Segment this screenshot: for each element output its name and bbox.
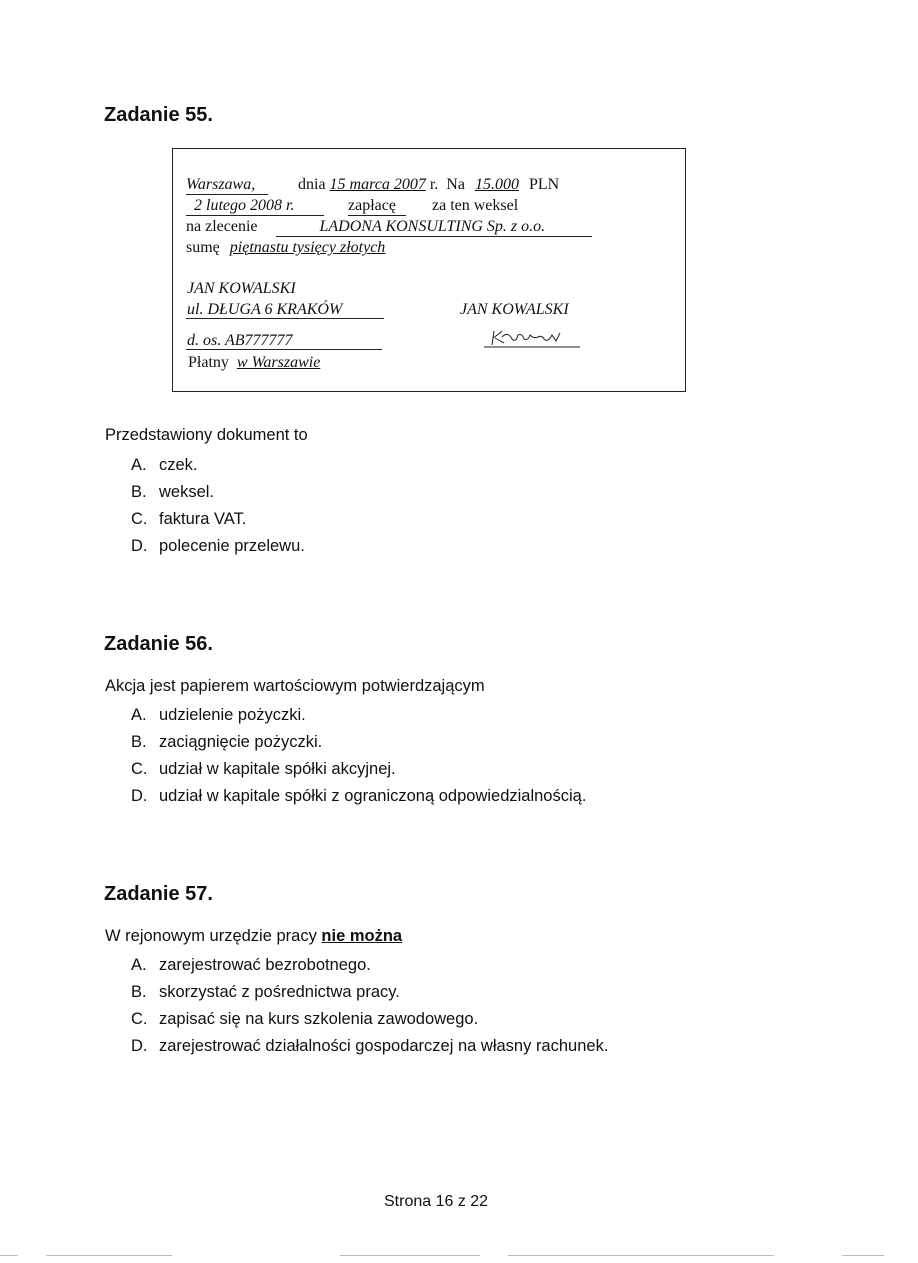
task-56-option-c[interactable]: C. udział w kapitale spółki akcyjnej. xyxy=(131,760,396,778)
weksel-sume-label: sumę xyxy=(186,239,220,256)
scan-artifact-line xyxy=(0,1255,18,1256)
weksel-currency: PLN xyxy=(528,176,560,193)
task-55-option-b[interactable]: B. weksel. xyxy=(131,483,215,501)
weksel-line-platny xyxy=(188,354,320,372)
weksel-drawer-name: JAN KOWALSKI xyxy=(187,280,296,297)
task-57-option-a[interactable]: A. zarejestrować bezrobotnego. xyxy=(131,956,371,974)
weksel-line-4 xyxy=(186,239,385,257)
task-56-option-a[interactable]: A. udzielenie pożyczki. xyxy=(131,706,306,724)
weksel-date: 15 marca 2007 xyxy=(329,176,426,193)
task-55-heading: Zadanie 55. xyxy=(104,104,213,126)
scan-artifact-line xyxy=(340,1255,480,1256)
task-55-option-d[interactable]: D. polecenie przelewu. xyxy=(131,537,305,555)
weksel-na-zlecenie-label: na zlecenie xyxy=(186,218,258,235)
weksel-id-rule xyxy=(186,349,382,350)
weksel-amount: 15.000 xyxy=(474,176,519,193)
weksel-payable-place: w Warszawie xyxy=(236,354,321,371)
page-number: Strona 16 z 22 xyxy=(384,1193,489,1210)
task-57-stem-emphasis: nie można xyxy=(321,927,403,945)
weksel-drawer-id: d. os. AB777777 xyxy=(187,332,293,349)
task-56-option-b[interactable]: B. zaciągnięcie pożyczki. xyxy=(131,733,323,751)
task-57-stem xyxy=(105,927,402,946)
scan-artifact-line xyxy=(46,1255,172,1256)
weksel-amount-words: piętnastu tysięcy złotych xyxy=(229,239,386,256)
task-57-option-c[interactable]: C. zapisać się na kurs szkolenia zawodowego. xyxy=(131,1010,479,1028)
weksel-na-label: Na xyxy=(446,176,465,193)
task-57-option-d[interactable]: D. zarejestrować działalności gospodarczej na własny rachunek. xyxy=(131,1037,609,1055)
weksel-signer-name: JAN KOWALSKI xyxy=(460,301,569,318)
weksel-line-3 xyxy=(186,218,592,237)
task-55-option-a[interactable]: A. czek. xyxy=(131,456,198,474)
weksel-dnia-label: dnia xyxy=(298,176,326,193)
weksel-line-2 xyxy=(186,197,518,216)
weksel-address-rule xyxy=(186,318,384,319)
weksel-due-date: 2 lutego 2008 r. xyxy=(186,198,324,216)
task-55-stem: Przedstawiony dokument to xyxy=(105,426,308,444)
task-57-stem-text: W rejonowym urzędzie pracy xyxy=(105,927,322,945)
scan-artifact-line xyxy=(508,1255,774,1256)
weksel-r-label: r. xyxy=(429,176,439,193)
task-56-heading: Zadanie 56. xyxy=(104,633,213,655)
weksel-zaplace: zapłacę xyxy=(348,198,406,216)
weksel-line-1 xyxy=(186,176,559,195)
task-56-option-d[interactable]: D. udział w kapitale spółki z ograniczoną odpowiedzialnością. xyxy=(131,787,587,805)
task-56-stem: Akcja jest papierem wartościowym potwierdzającym xyxy=(105,677,485,695)
task-57-heading: Zadanie 57. xyxy=(104,883,213,905)
task-57-option-b[interactable]: B. skorzystać z pośrednictwa pracy. xyxy=(131,983,400,1001)
weksel-drawer-address: ul. DŁUGA 6 KRAKÓW xyxy=(187,301,343,318)
weksel-place: Warszawa, xyxy=(186,177,268,195)
task-55-option-c[interactable]: C. faktura VAT. xyxy=(131,510,247,528)
weksel-za-ten-weksel: za ten weksel xyxy=(432,197,519,214)
weksel-platny-label: Płatny xyxy=(188,354,229,371)
weksel-payee: LADONA KONSULTING Sp. z o.o. xyxy=(276,219,592,237)
signature-mark xyxy=(482,325,582,349)
weksel-signature xyxy=(482,325,582,349)
scan-artifact-line xyxy=(842,1255,884,1256)
